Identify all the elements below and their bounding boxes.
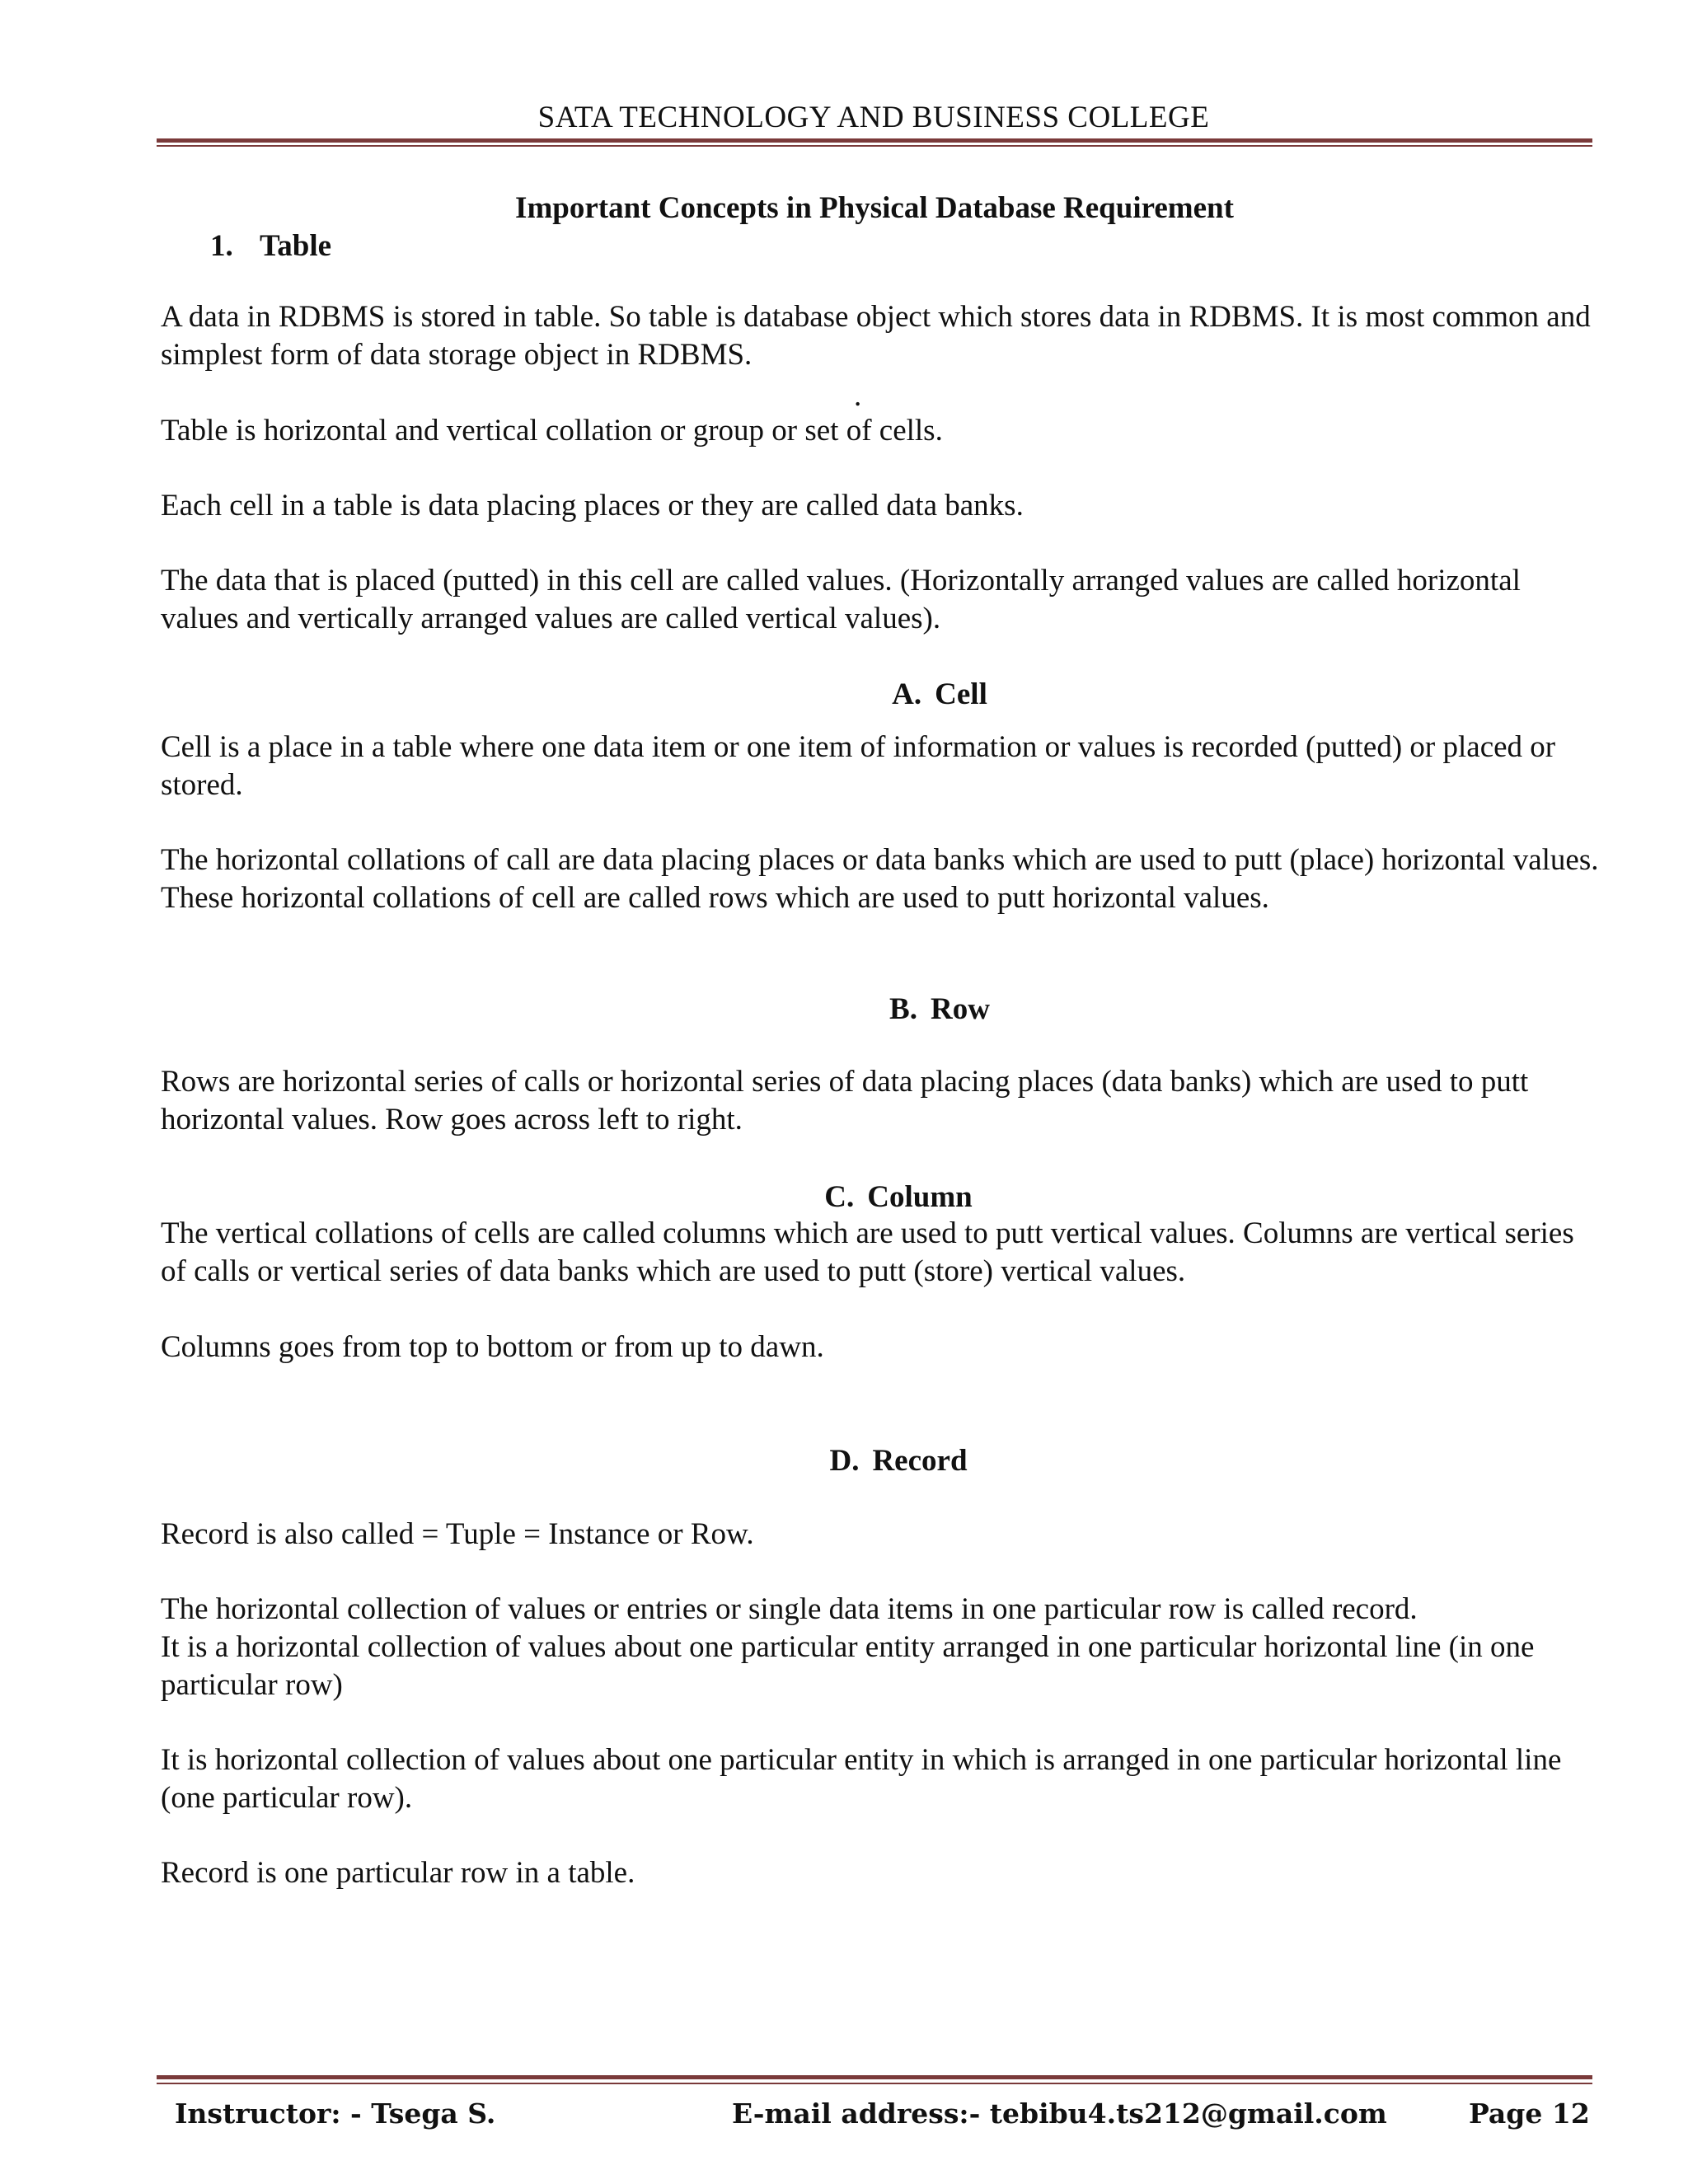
section-heading-table bbox=[210, 226, 331, 267]
subheading-letter: A. bbox=[892, 677, 922, 711]
section-number: 1. bbox=[210, 229, 233, 263]
subheading-record bbox=[775, 1441, 1022, 1482]
subheading-column bbox=[775, 1177, 1022, 1218]
paragraph-record-row: Record is one particular row in a table. bbox=[161, 1856, 635, 1890]
footer-page-number: Page 12 bbox=[1469, 2097, 1590, 2130]
section-label: Table bbox=[260, 229, 332, 263]
footer-email: E-mail address:- tebibu4.ts212@gmail.com bbox=[732, 2097, 1387, 2130]
paragraph-table-cells: Table is horizontal and vertical collation or group or set of cells. bbox=[161, 414, 943, 448]
paragraph-record-definition: The horizontal collection of values or entries or single data items in one particular row is called record. bbox=[161, 1592, 1418, 1626]
page-title: Important Concepts in Physical Database Requirement bbox=[515, 191, 1234, 225]
header-college-name: SATA TECHNOLOGY AND BUSINESS COLLEGE bbox=[537, 101, 1210, 134]
subheading-label: Column bbox=[867, 1180, 973, 1214]
paragraph-column-direction: Columns goes from top to bottom or from up to dawn. bbox=[161, 1330, 824, 1364]
subheading-letter: C. bbox=[824, 1180, 855, 1214]
paragraph-row-definition: Rows are horizontal series of calls or horizontal series of data placing places (data banks) which are used to putt horizontal values. Row goes across left to right. bbox=[161, 1065, 1529, 1137]
paragraph-cell-definition: Cell is a place in a table where one data item or one item of information or values is recorded (putted) or placed or stored. bbox=[161, 730, 1556, 802]
paragraph-cell-rows: The horizontal collations of call are data placing places or data banks which are used to putt (place) horizontal values. These horizontal collations of cell are called rows which are used to putt horizontal values. bbox=[161, 843, 1599, 915]
paragraph-cell-data-banks: Each cell in a table is data placing places or they are called data banks. bbox=[161, 489, 1024, 523]
subheading-letter: B. bbox=[889, 992, 917, 1026]
footer-instructor: Instructor: - Tsega S. bbox=[175, 2097, 496, 2130]
header-rule-thin bbox=[157, 145, 1592, 147]
subheading-row bbox=[816, 989, 1063, 1030]
subheading-cell bbox=[816, 674, 1063, 715]
subheading-label: Cell bbox=[935, 677, 987, 711]
paragraph-record-aliases: Record is also called = Tuple = Instance or Row. bbox=[161, 1517, 754, 1551]
paragraph-record-horizontal: It is horizontal collection of values about one particular entity in which is arranged in one particular horizontal line (one particular row). bbox=[161, 1743, 1562, 1815]
header-rule bbox=[157, 138, 1592, 143]
subheading-label: Record bbox=[872, 1444, 968, 1478]
paragraph-values: The data that is placed (putted) in this cell are called values. (Horizontally arranged values are called horizontal values and vertically arranged values are called vertical values). bbox=[161, 564, 1521, 635]
subheading-letter: D. bbox=[829, 1444, 860, 1478]
footer-rule bbox=[157, 2075, 1592, 2079]
footer-rule-thin bbox=[157, 2083, 1592, 2084]
paragraph-table-definition: A data in RDBMS is stored in table. So table is database object which stores data in RDBMS. It is most common and simplest form of data storage object in RDBMS. bbox=[161, 300, 1591, 372]
paragraph-column-definition: The vertical collations of cells are called columns which are used to putt vertical values. Columns are vertical series of calls or vertical series of data banks which are used to putt (store) vertical values. bbox=[161, 1216, 1574, 1288]
paragraph-record-entity: It is a horizontal collection of values about one particular entity arranged in one particular horizontal line (in one particular row) bbox=[161, 1630, 1535, 1702]
stray-dot: . bbox=[854, 379, 862, 413]
subheading-label: Row bbox=[930, 992, 990, 1026]
